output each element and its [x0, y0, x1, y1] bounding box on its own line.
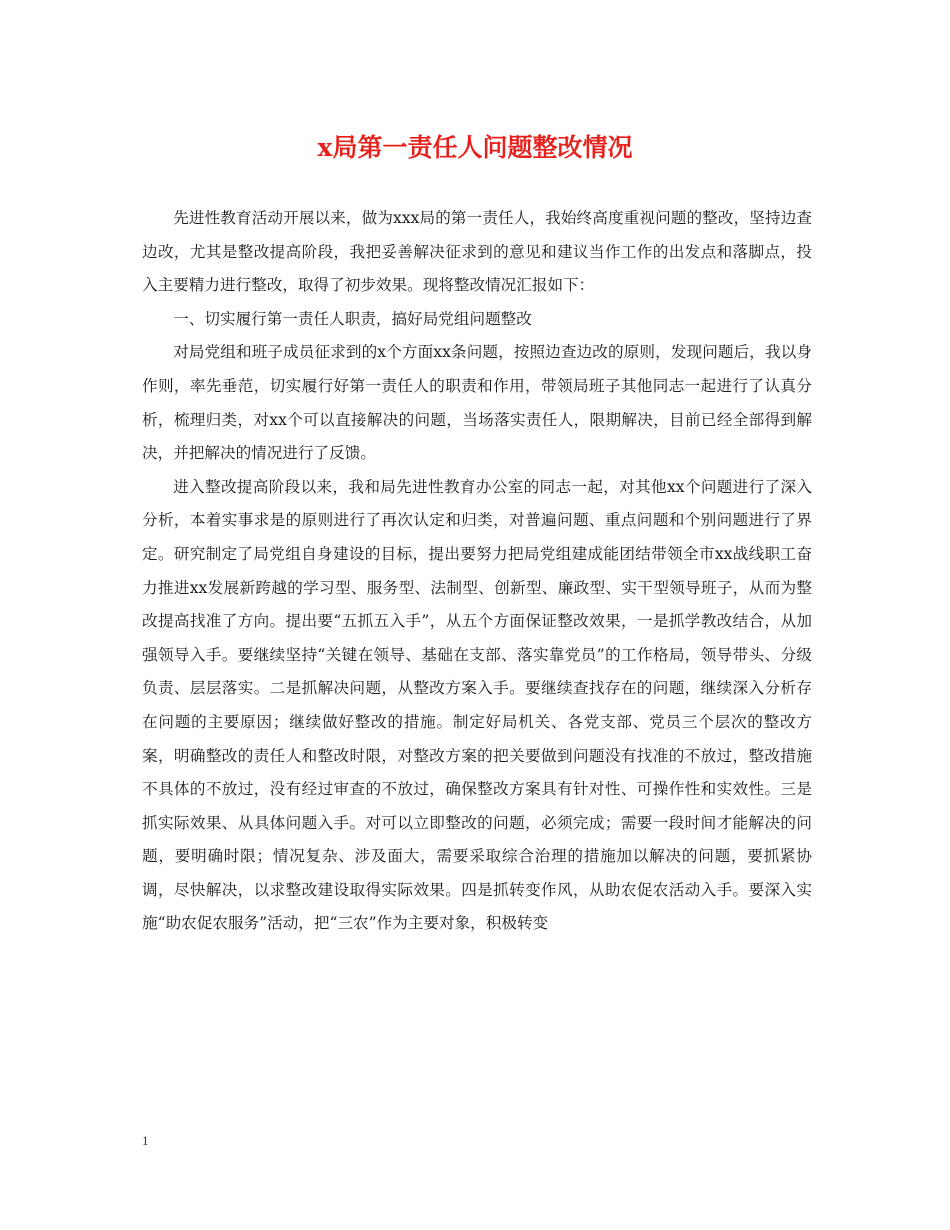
section-heading: 一、切实履行第一责任人职责，搞好局党组问题整改	[173, 309, 532, 328]
paragraph-intro: 先进性教育活动开展以来，做为xxx局的第一责任人，我始终高度重视问题的整改，坚持边查边改，尤其是整改提高阶段，我把妥善解决征求到的意见和建议当作工作的出发点和落脚点，投入主要精力进行整改，取得了初步效果。现将整改情况汇报如下：	[142, 209, 812, 295]
document-body	[142, 202, 812, 941]
paragraph-body-2: 进入整改提高阶段以来，我和局先进性教育办公室的同志一起，对其他xx个问题进行了深入分析，本着实事求是的原则进行了再次认定和归类，对普遍问题、重点问题和个别问题进行了界定。研究制定了局党组自身建设的目标，提出要努力把局党组建成能团结带领全市xx战线职工奋力推进xx发展新跨越的学习型、服务型、法制型、创新型、廉政型、实干型领导班子，从而为整改提高找准了方向。提出要“五抓五入手”，从五个方面保证整改效果，一是抓学教改结合，从加强领导入手。要继续坚持“关键在领导、基础在支部、落实靠党员”的工作格局，领导带头、分级负责、层层落实。二是抓解决问题，从整改方案入手。要继续查找存在的问题，继续深入分析存在问题的主要原因；继续做好整改的措施。制定好局机关、各党支部、党员三个层次的整改方案，明确整改的责任人和整改时限，对整改方案的把关要做到问题没有找准的不放过，整改措施不具体的不放过，没有经过审查的不放过，确保整改方案具有针对性、可操作性和实效性。三是抓实际效果、从具体问题入手。对可以立即整改的问题，必须完成；需要一段时间才能解决的问题，要明确时限；情况复杂、涉及面大，需要采取综合治理的措施加以解决的问题，要抓紧协调，尽快解决，以求整改建设取得实际效果。四是抓转变作风，从助农促农活动入手。要深入实施“助农促农服务”活动，把“三农”作为主要对象，积极转变	[142, 477, 812, 933]
document-title: x局第一责任人问题整改情况	[317, 133, 633, 162]
paragraph-body-1: 对局党组和班子成员征求到的x个方面xx条问题，按照边查边改的原则，发现问题后，我以身作则，率先垂范，切实履行好第一责任人的职责和作用，带领局班子其他同志一起进行了认真分析，梳理归类，对xx个可以直接解决的问题，当场落实责任人，限期解决，目前已经全部得到解决，并把解决的情况进行了反馈。	[142, 343, 812, 463]
page-number: 1	[142, 1133, 149, 1148]
